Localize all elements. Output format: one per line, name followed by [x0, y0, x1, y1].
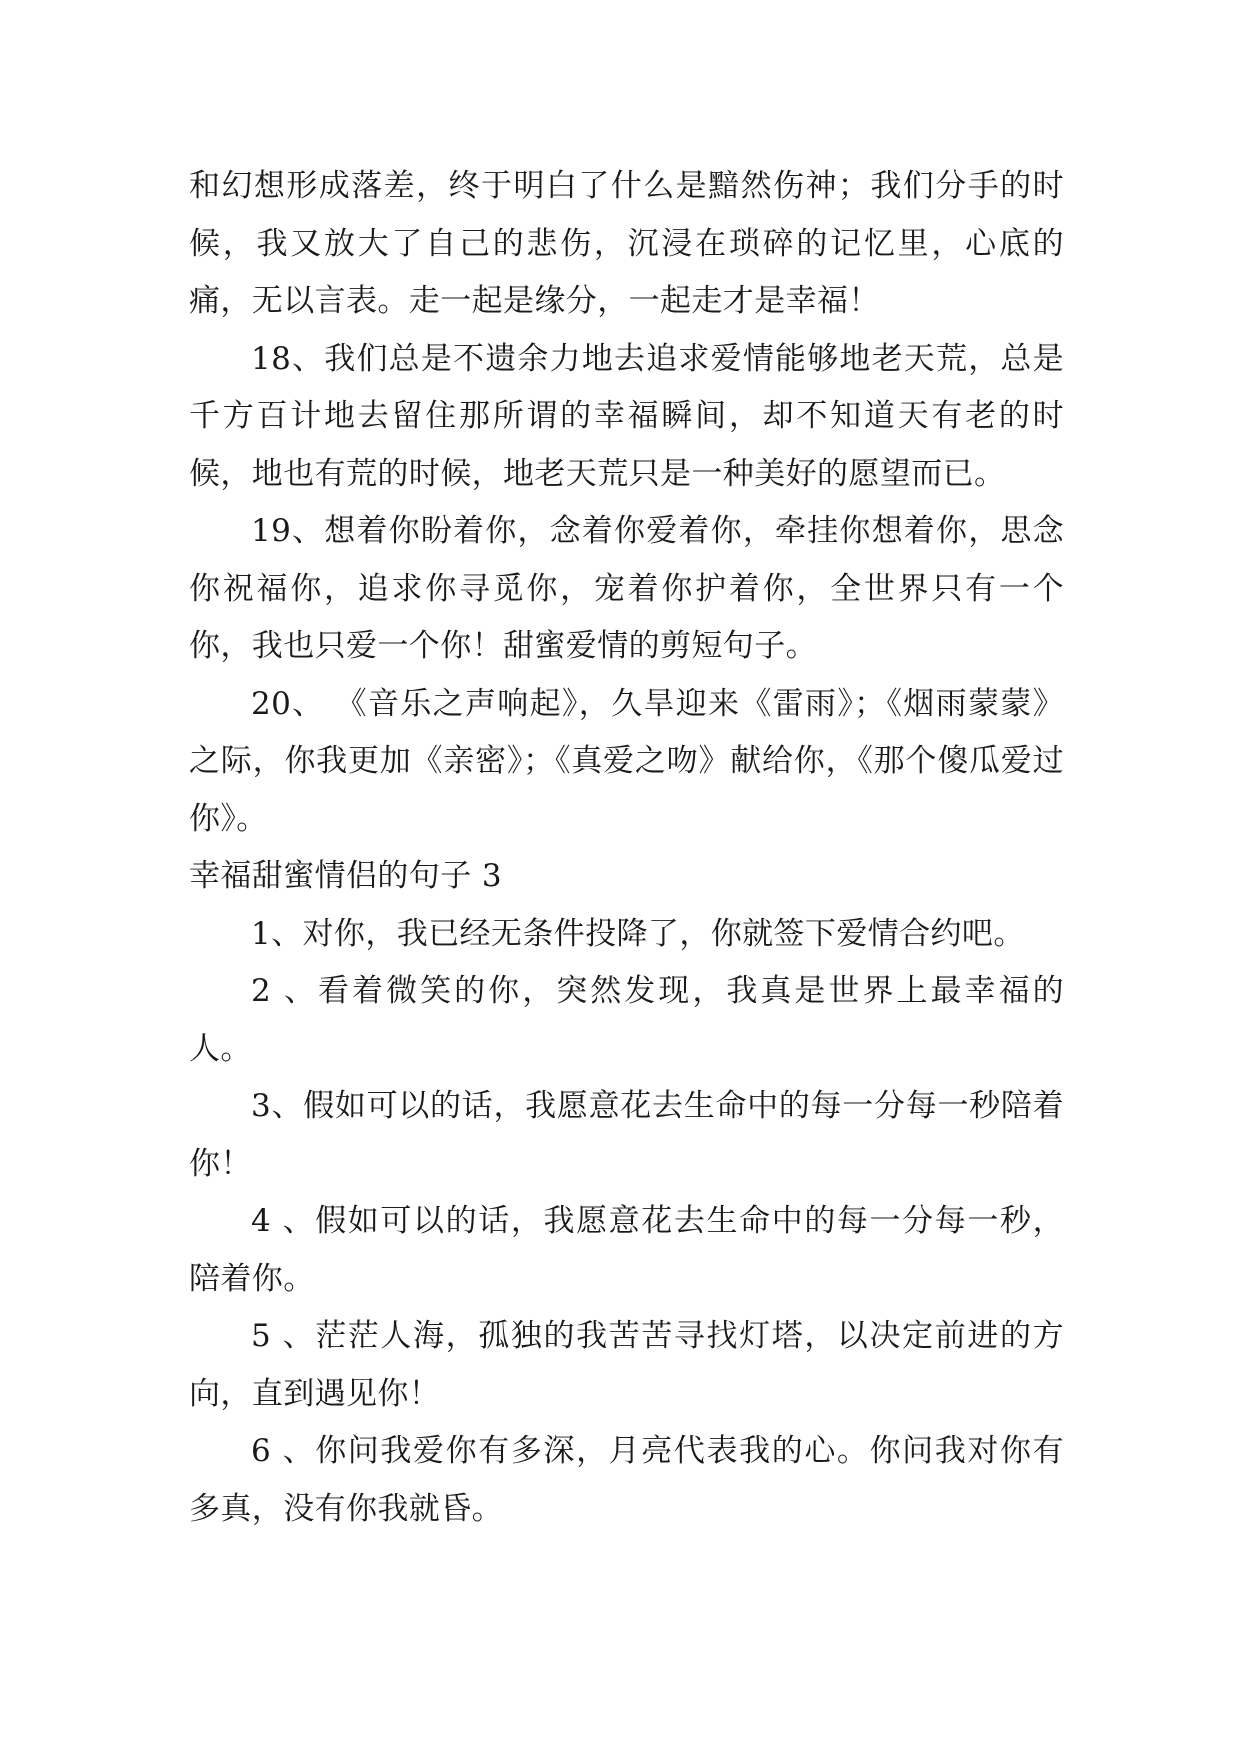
list-item: 1、对你，我已经无条件投降了，你就签下爱情合约吧。: [251, 915, 1025, 952]
list-item: 2 、看着微笑的你，突然发现，我真是世界上最幸福的人。: [189, 973, 1064, 1067]
intro-paragraph: 和幻想形成落差，终于明白了什么是黯然伤神；我们分手的时候，我又放大了自己的悲伤，沉浸在琐碎的记忆里，心底的痛，无以言表。走一起是缘分，一起走才是幸福！: [189, 168, 1064, 319]
list-item: 4 、假如可以的话，我愿意花去生命中的每一分每一秒，陪着你。: [189, 1203, 1064, 1297]
list-item: 6 、你问我爱你有多深，月亮代表我的心。你问我对你有多真，没有你我就昏。: [189, 1433, 1064, 1527]
list-item: 5 、茫茫人海，孤独的我苦苦寻找灯塔，以决定前进的方向，直到遇见你！: [189, 1318, 1064, 1412]
section-heading: 幸福甜蜜情侣的句子 3: [189, 858, 502, 894]
list-item: 20、 《音乐之声响起》，久旱迎来《雷雨》；《烟雨蒙蒙》之际，你我更加《亲密》；《真爱之吻》献给你，《那个傻瓜爱过你》。: [189, 685, 1064, 837]
document-body: [189, 158, 1064, 1538]
list-item: 3、假如可以的话，我愿意花去生命中的每一分每一秒陪着你！: [189, 1088, 1064, 1182]
list-item: 18、我们总是不遗余力地去追求爱情能够地老天荒，总是千方百计地去留住那所谓的幸福瞬间，却不知道天有老的时候，地也有荒的时候，地老天荒只是一种美好的愿望而已。: [189, 340, 1064, 492]
list-item: 19、想着你盼着你，念着你爱着你，牵挂你想着你，思念你祝福你，追求你寻觅你，宠着你护着你，全世界只有一个你，我也只爱一个你！甜蜜爱情的剪短句子。: [189, 513, 1064, 664]
